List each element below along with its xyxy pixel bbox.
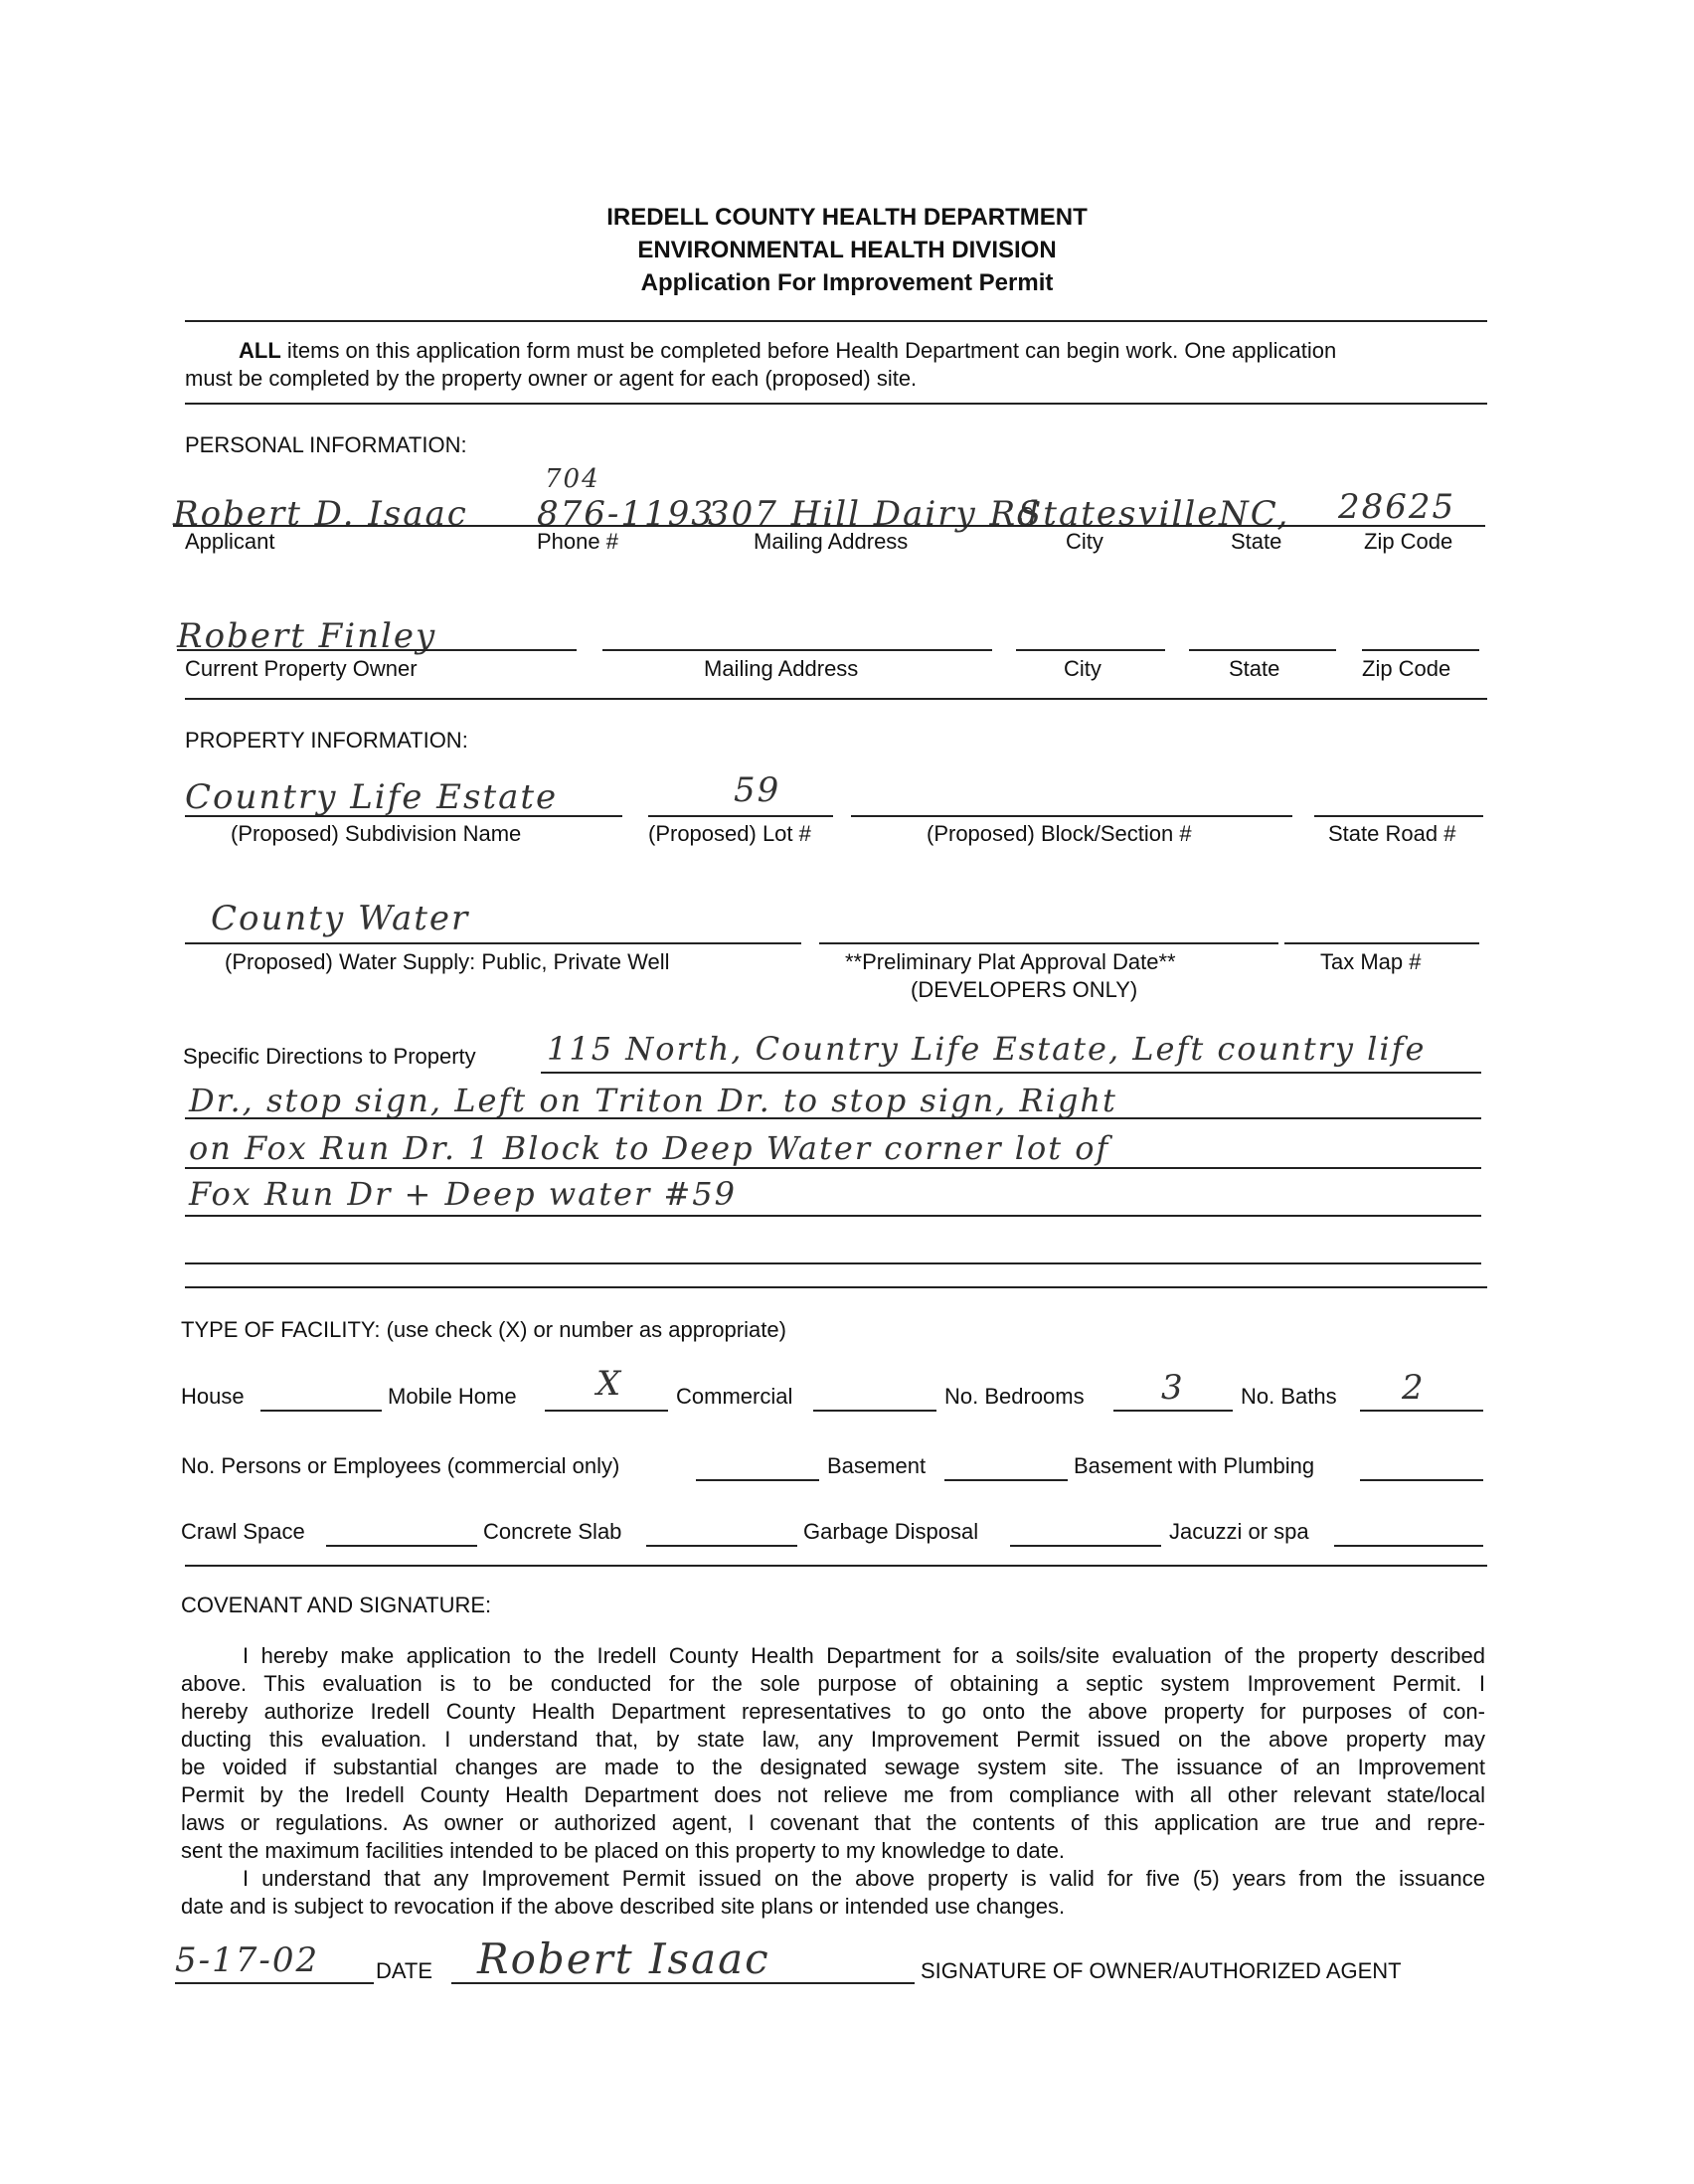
baths-field — [1360, 1410, 1483, 1412]
mailing-address-value[interactable]: 307 Hill Dairy Rd — [708, 494, 1041, 534]
directions-underline — [185, 1215, 1481, 1217]
water-supply-value[interactable]: County Water — [211, 899, 470, 938]
baths-value[interactable]: 2 — [1402, 1368, 1426, 1408]
directions-underline — [541, 1072, 1481, 1074]
covenant-line: be voided if substantial changes are made to the designated sewage system site. The issuance of an Improvement — [181, 1755, 1485, 1779]
subdivision-underline — [185, 815, 622, 817]
crawl-space-field[interactable] — [326, 1545, 477, 1547]
crawl-space-label: Crawl Space — [181, 1519, 305, 1544]
zip-value[interactable]: 28625 — [1338, 487, 1456, 527]
owner-mailing-label: Mailing Address — [704, 656, 859, 681]
directions-underline — [185, 1262, 1481, 1264]
facility-rule — [185, 1565, 1487, 1567]
plat-label-developers: (DEVELOPERS ONLY) — [911, 977, 1138, 1002]
covenant-line: Permit by the Iredell County Health Department does not relieve me from compliance with all other relevant state/local — [181, 1782, 1485, 1807]
bedrooms-value[interactable]: 3 — [1161, 1368, 1185, 1408]
bedrooms-field — [1113, 1410, 1233, 1412]
directions-line[interactable]: on Fox Run Dr. 1 Block to Deep Water corner lot of — [189, 1129, 1110, 1167]
subdivision-label: (Proposed) Subdivision Name — [231, 821, 522, 846]
owner-label: Current Property Owner — [185, 656, 418, 681]
road-label: State Road # — [1328, 821, 1456, 846]
state-label: State — [1231, 529, 1282, 554]
covenant-line: hereby authorize Iredell County Health Department representatives to go onto the above property for purposes of con- — [181, 1699, 1485, 1724]
form-title: Application For Improvement Permit — [640, 269, 1054, 296]
applicant-underline — [173, 525, 1485, 527]
instructions-line2: must be completed by the property owner or agent for each (proposed) site. — [185, 366, 918, 391]
commercial-field[interactable] — [813, 1410, 936, 1412]
division-title: ENVIRONMENTAL HEALTH DIVISION — [637, 237, 1057, 263]
directions-underline — [185, 1117, 1481, 1119]
directions-line[interactable]: Dr., stop sign, Left on Triton Dr. to stop sign, Right — [189, 1082, 1117, 1119]
subdivision-value[interactable]: Country Life Estate — [185, 777, 559, 817]
block-label: (Proposed) Block/Section # — [927, 821, 1192, 846]
mobile-home-label: Mobile Home — [388, 1384, 517, 1409]
city-label: City — [1066, 529, 1103, 554]
zip-label: Zip Code — [1364, 529, 1453, 554]
road-underline — [1314, 815, 1483, 817]
header-rule — [185, 320, 1487, 322]
phone-label: Phone # — [537, 529, 618, 554]
owner-underline — [177, 649, 577, 651]
covenant-line: I hereby make application to the Iredell County Health Department for a soils/site evaluation of the property described — [243, 1643, 1485, 1668]
persons-label: No. Persons or Employees (commercial only) — [181, 1453, 620, 1478]
house-field[interactable] — [260, 1410, 382, 1412]
concrete-slab-label: Concrete Slab — [483, 1519, 622, 1544]
lot-label: (Proposed) Lot # — [648, 821, 811, 846]
facility-heading: TYPE OF FACILITY: (use check (X) or number as appropriate) — [181, 1317, 786, 1342]
covenant-line: above. This evaluation is to be conducted for the sole purpose of obtaining a septic system Improvement Permit. I — [181, 1671, 1485, 1696]
owner-city-underline — [1016, 649, 1165, 651]
signature-value[interactable]: Robert Isaac — [477, 1934, 770, 1983]
city-value[interactable]: Statesville — [1018, 494, 1220, 534]
taxmap-underline — [1284, 942, 1479, 944]
property-info-heading: PROPERTY INFORMATION: — [185, 728, 468, 753]
water-supply-label: (Proposed) Water Supply: Public, Private Well — [225, 949, 670, 974]
area-code-value[interactable]: 704 — [545, 464, 600, 494]
owner-zip-underline — [1362, 649, 1479, 651]
covenant-line: sent the maximum facilities intended to be placed on this property to my knowledge to date. — [181, 1838, 1066, 1863]
mobile-home-field — [545, 1410, 668, 1412]
mailing-address-label: Mailing Address — [754, 529, 909, 554]
covenant-line: laws or regulations. As owner or authorized agent, I covenant that the contents of this application are true and repre- — [181, 1810, 1485, 1835]
phone-value[interactable]: 876-1193 — [537, 494, 715, 534]
date-value[interactable]: 5-17-02 — [175, 1940, 320, 1980]
directions-label: Specific Directions to Property — [183, 1044, 476, 1069]
baths-label: No. Baths — [1241, 1384, 1337, 1409]
covenant-line: date and is subject to revocation if the above described site plans or intended use changes. — [181, 1894, 1066, 1919]
state-value[interactable]: NC, — [1219, 494, 1290, 534]
basement-plumbing-label: Basement with Plumbing — [1074, 1453, 1315, 1478]
signature-label: SIGNATURE OF OWNER/AUTHORIZED AGENT — [921, 1958, 1402, 1983]
basement-field[interactable] — [944, 1479, 1068, 1481]
covenant-paragraph — [181, 1642, 1485, 1921]
house-label: House — [181, 1384, 245, 1409]
basement-plumbing-field[interactable] — [1360, 1479, 1483, 1481]
owner-zip-label: Zip Code — [1362, 656, 1451, 681]
applicant-value[interactable]: Robert D. Isaac — [173, 494, 468, 534]
block-underline — [851, 815, 1292, 817]
jacuzzi-label: Jacuzzi or spa — [1169, 1519, 1309, 1544]
owner-mailing-underline — [602, 649, 992, 651]
personal-rule — [185, 698, 1487, 700]
directions-line[interactable]: Fox Run Dr + Deep water #59 — [189, 1175, 737, 1213]
garbage-disposal-field[interactable] — [1010, 1545, 1161, 1547]
signature-underline — [451, 1982, 915, 1984]
date-label: DATE — [376, 1958, 433, 1983]
personal-info-heading: PERSONAL INFORMATION: — [185, 432, 467, 457]
garbage-disposal-label: Garbage Disposal — [803, 1519, 979, 1544]
plat-label: **Preliminary Plat Approval Date** — [845, 949, 1176, 974]
applicant-label: Applicant — [185, 529, 275, 554]
lot-value[interactable]: 59 — [734, 770, 781, 810]
covenant-line: I understand that any Improvement Permit issued on the above property is valid for five (5) years from the issuance — [243, 1866, 1485, 1891]
bedrooms-label: No. Bedrooms — [944, 1384, 1085, 1409]
owner-value[interactable]: Robert Finley — [177, 616, 437, 656]
directions-line[interactable]: 115 North, Country Life Estate, Left country life — [547, 1030, 1427, 1068]
commercial-label: Commercial — [676, 1384, 793, 1409]
department-title: IREDELL COUNTY HEALTH DEPARTMENT — [606, 204, 1088, 231]
directions-underline — [185, 1167, 1481, 1169]
plat-underline — [819, 942, 1278, 944]
covenant-line: ducting this evaluation. I understand that, by state law, any Improvement Permit issued on the above property may — [181, 1727, 1485, 1752]
date-underline — [175, 1982, 374, 1984]
owner-city-label: City — [1064, 656, 1101, 681]
owner-state-label: State — [1229, 656, 1280, 681]
instructions-rule — [185, 403, 1487, 405]
mobile-home-value[interactable]: X — [596, 1364, 623, 1404]
property-rule — [185, 1286, 1487, 1288]
persons-field[interactable] — [696, 1479, 819, 1481]
basement-label: Basement — [827, 1453, 927, 1478]
water-underline — [185, 942, 801, 944]
lot-underline — [648, 815, 833, 817]
owner-state-underline — [1189, 649, 1336, 651]
concrete-slab-field[interactable] — [646, 1545, 797, 1547]
taxmap-label: Tax Map # — [1320, 949, 1422, 974]
covenant-heading: COVENANT AND SIGNATURE: — [181, 1593, 492, 1617]
instructions-line1: ALL items on this application form must be completed before Health Department can begin work. One application — [239, 338, 1337, 363]
jacuzzi-field[interactable] — [1334, 1545, 1483, 1547]
